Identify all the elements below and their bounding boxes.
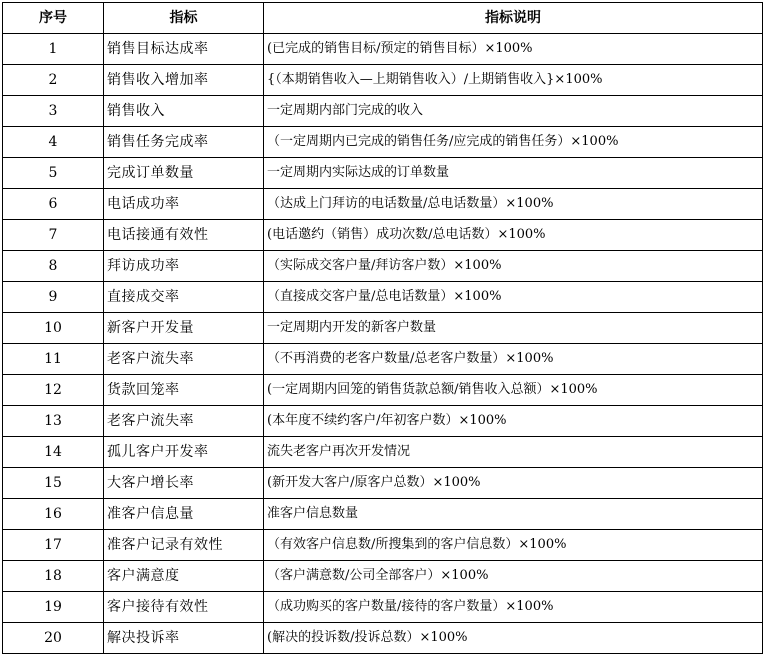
row-name: 客户接待有效性	[104, 592, 264, 623]
row-desc: 准客户信息数量	[264, 499, 763, 530]
row-name: 销售目标达成率	[104, 34, 264, 65]
row-name: 直接成交率	[104, 282, 264, 313]
table-row	[3, 127, 763, 158]
table-row	[3, 561, 763, 592]
header-name: 指标	[104, 3, 264, 34]
row-no: 19	[3, 592, 104, 623]
table-row	[3, 251, 763, 282]
row-no: 9	[3, 282, 104, 313]
row-name: 老客户流失率	[104, 406, 264, 437]
row-desc: （不再消费的老客户数量/总老客户数量）×100%	[264, 344, 763, 375]
row-desc: （达成上门拜访的电话数量/总电话数量）×100%	[264, 189, 763, 220]
row-no: 2	[3, 65, 104, 96]
header-no: 序号	[3, 3, 104, 34]
row-desc: 一定周期内开发的新客户数量	[264, 313, 763, 344]
row-no: 20	[3, 623, 104, 654]
kpi-table	[2, 2, 763, 654]
row-desc: (电话邀约（销售）成功次数/总电话数）×100%	[264, 220, 763, 251]
row-no: 12	[3, 375, 104, 406]
table-row	[3, 344, 763, 375]
row-no: 7	[3, 220, 104, 251]
row-desc: （一定周期内已完成的销售任务/应完成的销售任务）×100%	[264, 127, 763, 158]
table-header	[3, 3, 763, 34]
row-desc: (一定周期内回笼的销售货款总额/销售收入总额）×100%	[264, 375, 763, 406]
row-desc: (解决的投诉数/投诉总数）×100%	[264, 623, 763, 654]
row-name: 完成订单数量	[104, 158, 264, 189]
table-row	[3, 437, 763, 468]
row-no: 1	[3, 34, 104, 65]
table-row	[3, 592, 763, 623]
row-no: 16	[3, 499, 104, 530]
table-row	[3, 189, 763, 220]
row-no: 18	[3, 561, 104, 592]
row-desc: (已完成的销售目标/预定的销售目标）×100%	[264, 34, 763, 65]
row-name: 孤儿客户开发率	[104, 437, 264, 468]
row-no: 6	[3, 189, 104, 220]
table-body	[3, 34, 763, 654]
table-row	[3, 34, 763, 65]
row-name: 解决投诉率	[104, 623, 264, 654]
table-row	[3, 96, 763, 127]
row-name: 拜访成功率	[104, 251, 264, 282]
row-name: 销售收入增加率	[104, 65, 264, 96]
row-no: 10	[3, 313, 104, 344]
row-desc: {（本期销售收入—上期销售收入）/上期销售收入}×100%	[264, 65, 763, 96]
row-desc: （客户满意数/公司全部客户）×100%	[264, 561, 763, 592]
row-name: 大客户增长率	[104, 468, 264, 499]
table-row	[3, 406, 763, 437]
row-name: 客户满意度	[104, 561, 264, 592]
table-row	[3, 65, 763, 96]
row-name: 电话接通有效性	[104, 220, 264, 251]
row-name: 电话成功率	[104, 189, 264, 220]
row-name: 货款回笼率	[104, 375, 264, 406]
row-desc: 一定周期内部门完成的收入	[264, 96, 763, 127]
table-row	[3, 375, 763, 406]
row-desc: （直接成交客户量/总电话数量）×100%	[264, 282, 763, 313]
table-row	[3, 220, 763, 251]
row-no: 15	[3, 468, 104, 499]
table-row	[3, 158, 763, 189]
header-row	[3, 3, 763, 34]
table-row	[3, 530, 763, 561]
row-no: 13	[3, 406, 104, 437]
table-row	[3, 499, 763, 530]
row-desc: (本年度不续约客户/年初客户数）×100%	[264, 406, 763, 437]
row-name: 老客户流失率	[104, 344, 264, 375]
row-desc: 流失老客户再次开发情况	[264, 437, 763, 468]
row-no: 3	[3, 96, 104, 127]
row-desc: （成功购买的客户数量/接待的客户数量）×100%	[264, 592, 763, 623]
table-row	[3, 313, 763, 344]
row-name: 销售任务完成率	[104, 127, 264, 158]
row-no: 14	[3, 437, 104, 468]
row-no: 4	[3, 127, 104, 158]
table-row	[3, 623, 763, 654]
row-name: 销售收入	[104, 96, 264, 127]
row-desc: (新开发大客户/原客户总数）×100%	[264, 468, 763, 499]
row-name: 新客户开发量	[104, 313, 264, 344]
row-no: 5	[3, 158, 104, 189]
row-desc: （有效客户信息数/所搜集到的客户信息数）×100%	[264, 530, 763, 561]
row-no: 8	[3, 251, 104, 282]
header-desc: 指标说明	[264, 3, 763, 34]
row-desc: （实际成交客户量/拜访客户数）×100%	[264, 251, 763, 282]
table-row	[3, 282, 763, 313]
row-desc: 一定周期内实际达成的订单数量	[264, 158, 763, 189]
row-name: 准客户记录有效性	[104, 530, 264, 561]
table-row	[3, 468, 763, 499]
row-no: 17	[3, 530, 104, 561]
row-no: 11	[3, 344, 104, 375]
row-name: 准客户信息量	[104, 499, 264, 530]
